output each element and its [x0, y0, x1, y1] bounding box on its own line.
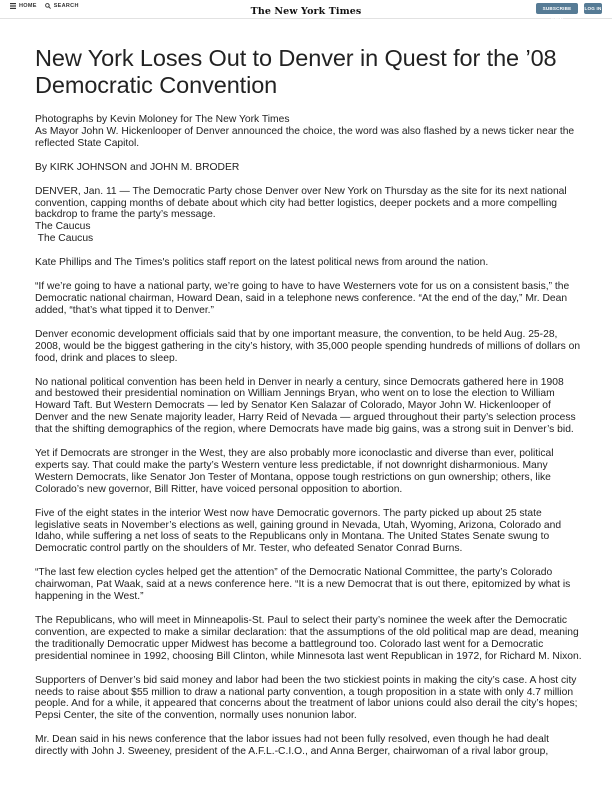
article-paragraph: Five of the eight states in the interior West now have Democratic governors. The party picked up about 25 state legislative seats in November’s elections as well, gaining ground in Nevada, Utah, Wyoming, Arizona, Colorado and Idaho, while suffering a net loss of seats to the Republicans only in Montana. The United States Senate swung to Democratic control partly on the shoulders of Mr. Tester, who defeated Senator Conrad Burns. [35, 507, 562, 555]
article-paragraph: Mr. Dean said in his news conference that the labor issues had not been fully resolved, even though he had dealt directly with John J. Sweeney, president of the A.F.L.-C.I.O., and Anna Berger, chairwoman of a rival labor group, [35, 734, 550, 758]
article-paragraph: No national political convention has been held in Denver in nearly a century, since Democrats gathered here in 1908 and bestowed their presidential nomination on William Jennings Bryan, who went on to lose the election to William Howard Taft. But Western Democrats — led by Senator Ken Salazar of Colorado, Mayor John W. Hickenlooper of Denver and the new Senate majority leader, Harry Reid of Nevada — argued throughout their party’s selection process that the shifting demographics of the region, where Democrats have made big gains, was a strong suit in Denver’s bid. [35, 376, 576, 436]
nav-right [536, 3, 602, 22]
home-label: HOME [19, 3, 37, 9]
search-label: SEARCH [53, 3, 79, 9]
article-paragraph: Kate Phillips and The Times's politics staff report on the latest political news from around the nation. [35, 257, 489, 269]
article-paragraph: Yet if Democrats are stronger in the West, they are also probably more iconoclastic and diverse than ever, political experts say. That could make the party’s Western venture less predictable, if not downright disharmonious. Many Western Democrats, like Senator Jon Tester of Montana, oppose tough restrictions on gun ownership; others, like Colorado’s new governor, Bill Ritter, have voiced personal opposition to abortion. [35, 448, 554, 495]
lead-paragraph: DENVER, Jan. 11 — The Democratic Party chose Denver over New York on Thursday as the site for its next national convention, capping months of debate about which city had better logistics, deeper pockets and a more compelling backdrop to frame the party’s message. [35, 185, 567, 221]
photo-credit: Photographs by Kevin Moloney for The New York Times [35, 114, 290, 125]
masthead-logo[interactable] [0, 1, 612, 19]
login-button[interactable]: LOG IN [584, 3, 602, 14]
article-paragraph: Supporters of Denver’s bid said money and labor had been the two stickiest points in making the city’s case. A host city needs to raise about $55 million to draw a national party convention, a tough proposition in a state with only 4.7 million people. And for a while, it appeared that concerns about the treatment of labor unions could also derail the city’s hopes; Pepsi Center, the site of the convention, normally uses nonunion labor. [35, 674, 578, 722]
article-paragraph: Denver economic development officials said that by one important measure, the convention, to be held Aug. 25-28, 2008, would be the biggest gathering in the city’s history, with 35,000 people spending hundreds of millions of dollars on food, drink and places to sleep. [35, 328, 581, 364]
caucus-label: The Caucus [35, 221, 91, 233]
article-paragraph: “The last few election cycles helped get the attention” of the Democratic National Committee, the party’s Colorado chairwoman, Pat Waak, said at a news conference here. “It is a new Democrat that is out there, epitomized by what is happening in the West.” [35, 567, 571, 603]
article-paragraph: “If we’re going to have a national party, we’re going to have to have Westerners vote for us on a consistent basis,” the Democratic national chairman, Howard Dean, said in a telephone news conference. “At the end of the day,” Mr. Dean added, “that’s what tipped it to Denver.” [35, 281, 570, 316]
byline: By KIRK JOHNSON and JOHN M. BRODER [35, 161, 240, 173]
masthead-text: The New York Times [250, 6, 362, 17]
caucus-label-2: The Caucus [35, 233, 94, 245]
subscribe-button[interactable]: SUBSCRIBE NOW [536, 3, 578, 14]
article-paragraph: The Republicans, who will meet in Minneapolis-St. Paul to select their party’s nominee the week after the Democratic convention, are expected to make a similar declaration: that the assumptions of the old political map are dead, meaning the traditionally Democratic upper Midwest has become a battleground too. Colorado last went for a Democratic presidential nominee in 1992, choosing Bill Clinton, while Minnesota last went Republican in 1972, for Richard M. Nixon. [35, 615, 582, 662]
photo-caption: As Mayor John W. Hickenlooper of Denver announced the choice, the word was also flashed by a news ticker near the reflected State Capitol. [35, 125, 575, 149]
photo-info [35, 114, 583, 150]
lead-block [35, 186, 583, 246]
top-navigation-bar [0, 0, 612, 22]
article-content [0, 45, 583, 758]
article-headline: New York Loses Out to Denver in Quest for the ’08 Democratic Convention [35, 45, 557, 98]
